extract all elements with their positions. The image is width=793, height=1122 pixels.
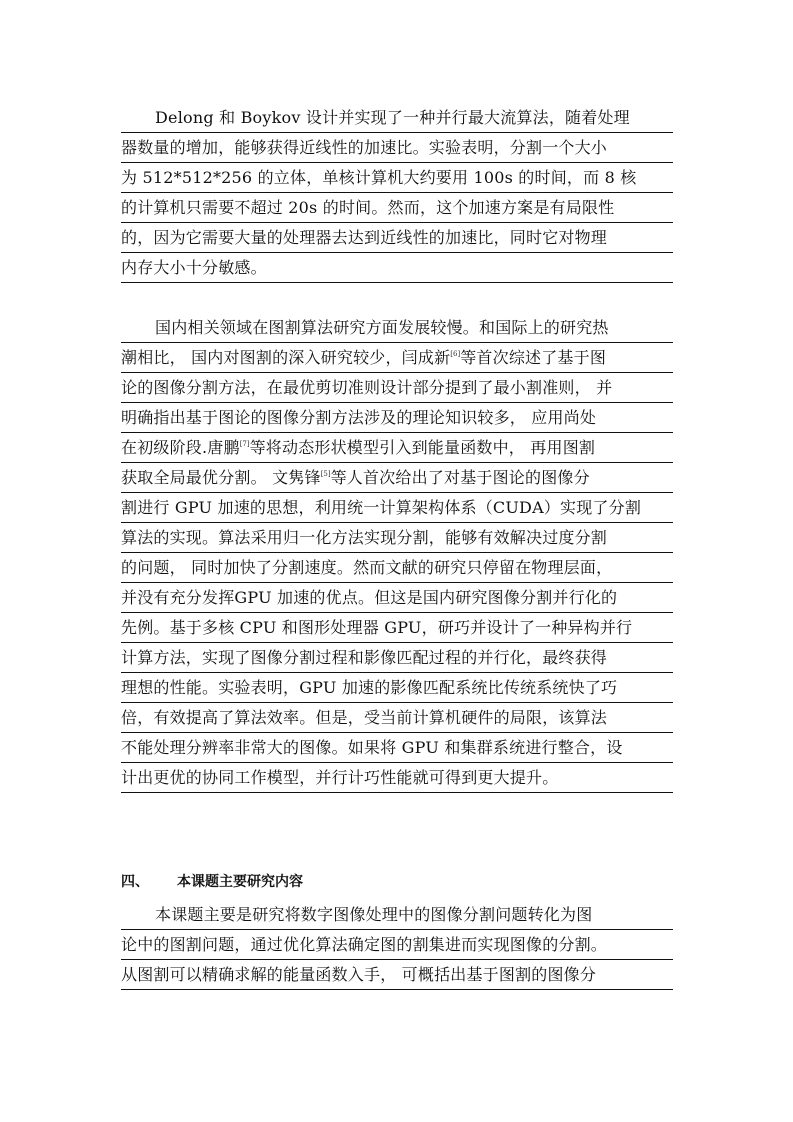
section-title: 本课题主要研究内容 (177, 874, 303, 890)
citation-5[interactable]: [5] (320, 470, 331, 478)
text-line: 器数量的增加，能够获得近线性的加速比。实验表明，分割一个大小 (121, 133, 673, 163)
text-line (121, 463, 673, 493)
text-line: 为 512*512*256 的立体，单核计算机大约要用 100s 的时间，而 8 核 (121, 163, 673, 193)
citation-7[interactable]: [7] (239, 440, 250, 448)
text-segment: 获取全局最优分割。 文隽锋 (121, 468, 321, 487)
text-line: 割进行 GPU 加速的思想，利用统一计算架构体系（CUDA）实现了分割 (121, 493, 673, 523)
paragraph-parallel-maxflow (121, 103, 673, 283)
text-line: Delong 和 Boykov 设计并实现了一种并行最大流算法，随着处理 (121, 103, 673, 133)
text-line: 本课题主要是研究将数字图像处理中的图像分割问题转化为图 (121, 900, 673, 930)
text-line: 国内相关领域在图割算法研究方面发展较慢。和国际上的研究热 (121, 313, 673, 343)
text-segment: 潮相比， 国内对图割的深入研究较少，闫成新 (121, 348, 451, 367)
text-line: 计出更优的协同工作模型，并行计巧性能就可得到更大提升。 (121, 763, 673, 793)
text-line: 计算方法，实现了图像分割过程和影像匹配过程的并行化，最终获得 (121, 643, 673, 673)
text-line: 的问题， 同时加快了分割速度。然而文献的研究只停留在物理层面， (121, 553, 673, 583)
text-line: 算法的实现。算法采用归一化方法实现分割，能够有效解决过度分割 (121, 523, 673, 553)
paragraph-research-content (121, 900, 673, 990)
text-segment: 等将动态形状模型引入到能量函数中， 再用图割 (249, 438, 596, 457)
section-heading (121, 872, 673, 892)
text-segment: 等首次综述了基于图 (460, 348, 607, 367)
text-line: 倍，有效提高了算法效率。但是，受当前计算机硬件的局限，该算法 (121, 703, 673, 733)
text-line: 明确指出基于图论的图像分割方法涉及的理论知识较多， 应用尚处 (121, 403, 673, 433)
text-segment: 等人首次给出了对基于图论的图像分 (330, 468, 590, 487)
text-line: 理想的性能。实验表明，GPU 加速的影像匹配系统比传统系统快了巧 (121, 673, 673, 703)
section-number: 四、 (121, 874, 149, 890)
paragraph-domestic-research (121, 313, 673, 793)
text-line (121, 343, 673, 373)
text-line: 论的图像分割方法，在最优剪切准则设计部分提到了最小割准则， 并 (121, 373, 673, 403)
citation-6[interactable]: [6] (450, 350, 461, 358)
text-line: 从图割可以精确求解的能量函数入手， 可概括出基于图割的图像分 (121, 960, 673, 990)
text-segment: 在初级阶段.唐鹏 (121, 438, 240, 457)
text-line: 内存大小十分敏感。 (121, 253, 673, 283)
text-line: 先例。基于多核 CPU 和图形处理器 GPU，研巧并设计了一种异构并行 (121, 613, 673, 643)
text-line: 的计算机只需要不超过 20s 的时间。然而，这个加速方案是有局限性 (121, 193, 673, 223)
text-line: 的，因为它需要大量的处理器去达到近线性的加速比，同时它对物理 (121, 223, 673, 253)
text-line: 并没有充分发挥GPU 加速的优点。但这是国内研究图像分割并行化的 (121, 583, 673, 613)
text-line: 论中的图割问题，通过优化算法确定图的割集进而实现图像的分割。 (121, 930, 673, 960)
text-line: 不能处理分辨率非常大的图像。如果将 GPU 和集群系统进行整合，设 (121, 733, 673, 763)
text-line (121, 433, 673, 463)
